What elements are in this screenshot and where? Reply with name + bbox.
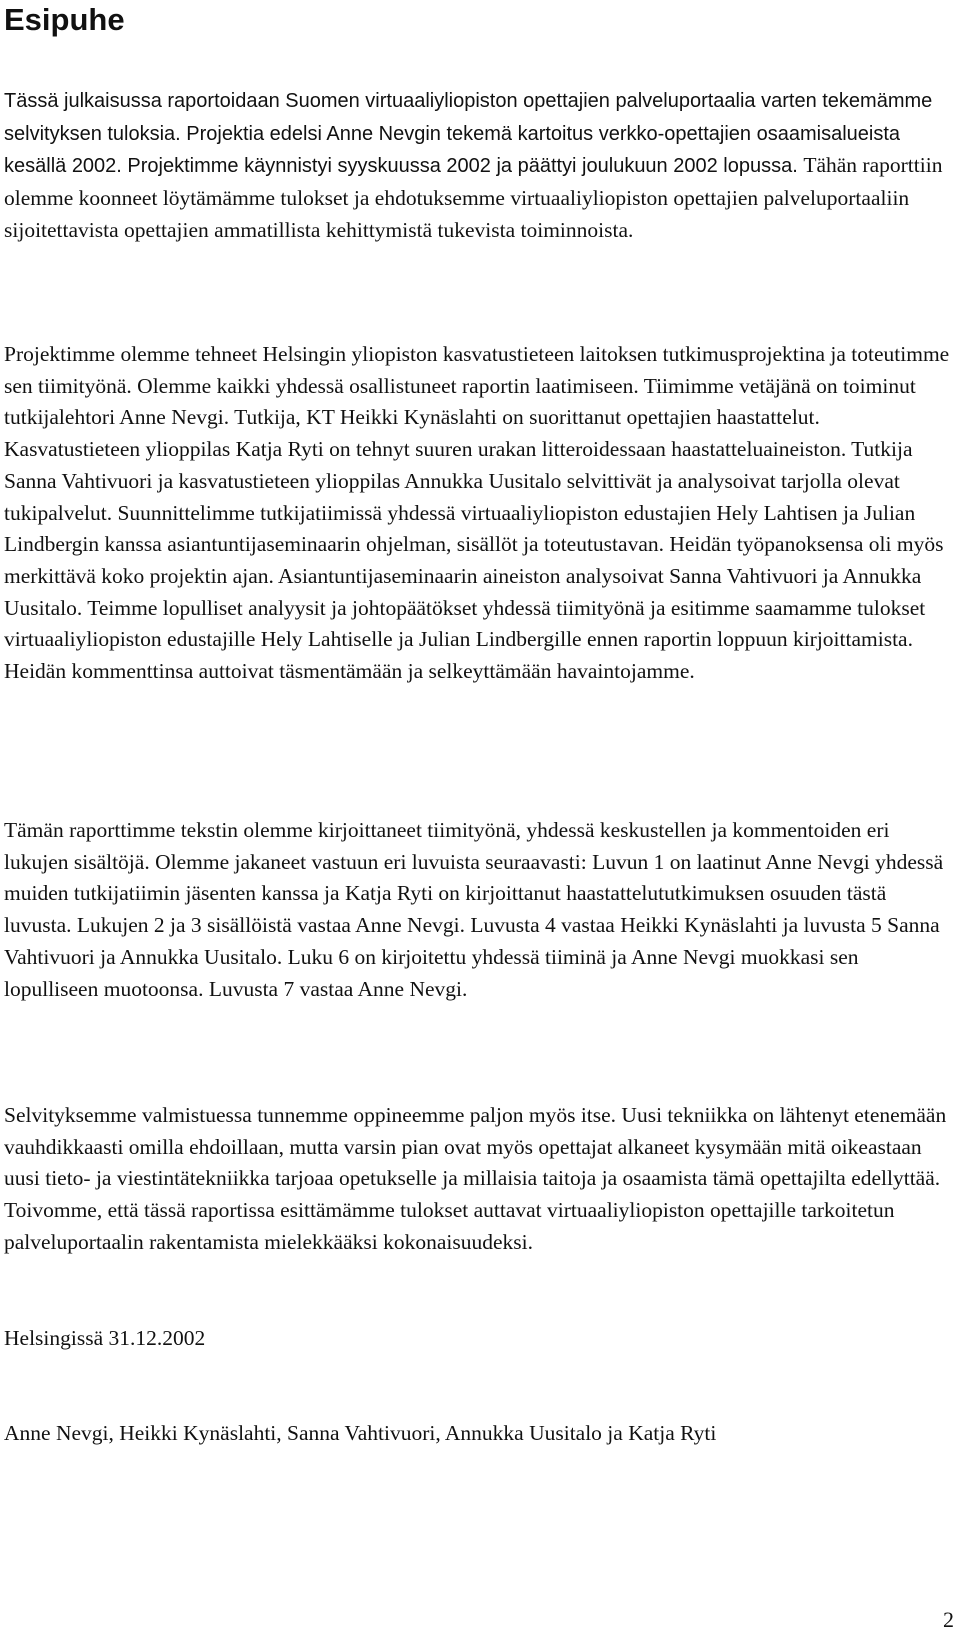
page-number: 2 <box>943 1607 954 1632</box>
authors-line: Anne Nevgi, Heikki Kynäslahti, Sanna Vahtivuori, Annukka Uusitalo ja Katja Ryti <box>4 1421 717 1445</box>
paragraph-chapters: Tämän raporttimme tekstin olemme kirjoittaneet tiimityönä, yhdessä keskustellen ja kommentoiden eri lukujen sisältöjä. Olemme jakaneet vastuun eri luvuista seuraavasti: Luvun 1 on laatinut Anne Nevgi yhdessä muiden tutkijatiimin jäsenten kanssa ja Katja Ryti on kirjoittanut haastattelututkimuksen osuuden tästä luvusta. Lukujen 2 ja 3 sisällöistä vastaa Anne Nevgi. Luvusta 4 vastaa Heikki Kynäslahti ja luvusta 5 Sanna Vahtivuori ja Annukka Uusitalo. Luku 6 on kirjoitettu yhdessä tiiminä ja Anne Nevgi muokkasi sen lopulliseen muotoonsa. Luvusta 7 vastaa Anne Nevgi. <box>4 818 944 1001</box>
paragraph-intro-serif-text: Tähän raporttiin olemme koonneet löytämämme tulokset ja ehdotuksemme virtuaaliyliopiston opettajien palveluportaaliin sijoitettavista opettajien ammatillista kehittymistä tukevista toiminnoista. <box>4 153 943 242</box>
paragraph-closing: Selvityksemme valmistuessa tunnemme oppineemme paljon myös itse. Uusi tekniikka on lähtenyt etenemään vauhdikkaasti omilla ehdoillaan, mutta varsin pian ovat myös opettajat alkaneet kysymään mitä oikeastaan uusi tieto- ja viestintätekniikka tarjoaa opetukselle ja millaisia taitoja ja osaamista tämä opettajilta edellyttää. Toivomme, että tässä raportissa esittämämme tulokset auttavat virtuaaliyliopiston opettajille tarkoitetun palveluportaalin rakentamista mielekkääksi kokonaisuudeksi. <box>4 1103 947 1254</box>
paragraph-intro <box>4 85 954 247</box>
paragraph-team: Projektimme olemme tehneet Helsingin yliopiston kasvatustieteen laitoksen tutkimusprojektina ja toteutimme sen tiimityönä. Olemme kaikki yhdessä osallistuneet raportin laatimiseen. Tiimimme vetäjänä on toiminut tutkijalehtori Anne Nevgi. Tutkija, KT Heikki Kynäslahti on suorittanut opettajien haastattelut. Kasvatustieteen ylioppilas Katja Ryti on tehnyt suuren urakan litteroidessaan haastatteluaineiston. Tutkija Sanna Vahtivuori ja kasvatustieteen ylioppilas Annukka Uusitalo selvittivät ja analysoivat tarjolla olevat tukipalvelut. Suunnittelimme tutkijatiimissä yhdessä virtuaaliyliopiston edustajien Hely Lahtisen ja Julian Lindbergin kanssa asiantuntijaseminaarin ohjelman, sisällöt ja toteutustavan. Heidän työpanoksensa oli myös merkittävä koko projektin ajan. Asiantuntijaseminaarin aineiston analysoivat Sanna Vahtivuori ja Annukka Uusitalo. Teimme lopulliset analyysit ja johtopäätökset yhdessä tiimityönä ja esitimme saamamme tulokset virtuaaliyliopiston edustajille Hely Lahtiselle ja Julian Lindbergille ennen raportin loppuun kirjoittamista. Heidän kommenttinsa auttoivat täsmentämään ja selkeyttämään havaintojamme. <box>4 342 950 684</box>
page-heading: Esipuhe <box>4 2 125 37</box>
place-and-date: Helsingissä 31.12.2002 <box>4 1326 206 1350</box>
paragraph-intro-sans-text: Tässä julkaisussa raportoidaan Suomen virtuaaliyliopiston opettajien palveluportaalia varten tekemämme selvityksen tuloksia. Projektia edelsi Anne Nevgin tekemä kartoitus verkko-opettajien osaamisalueista kesällä 2002. Projektimme käynnistyi syyskuussa 2002 ja päättyi joulukuun 2002 lopussa. <box>4 90 933 178</box>
